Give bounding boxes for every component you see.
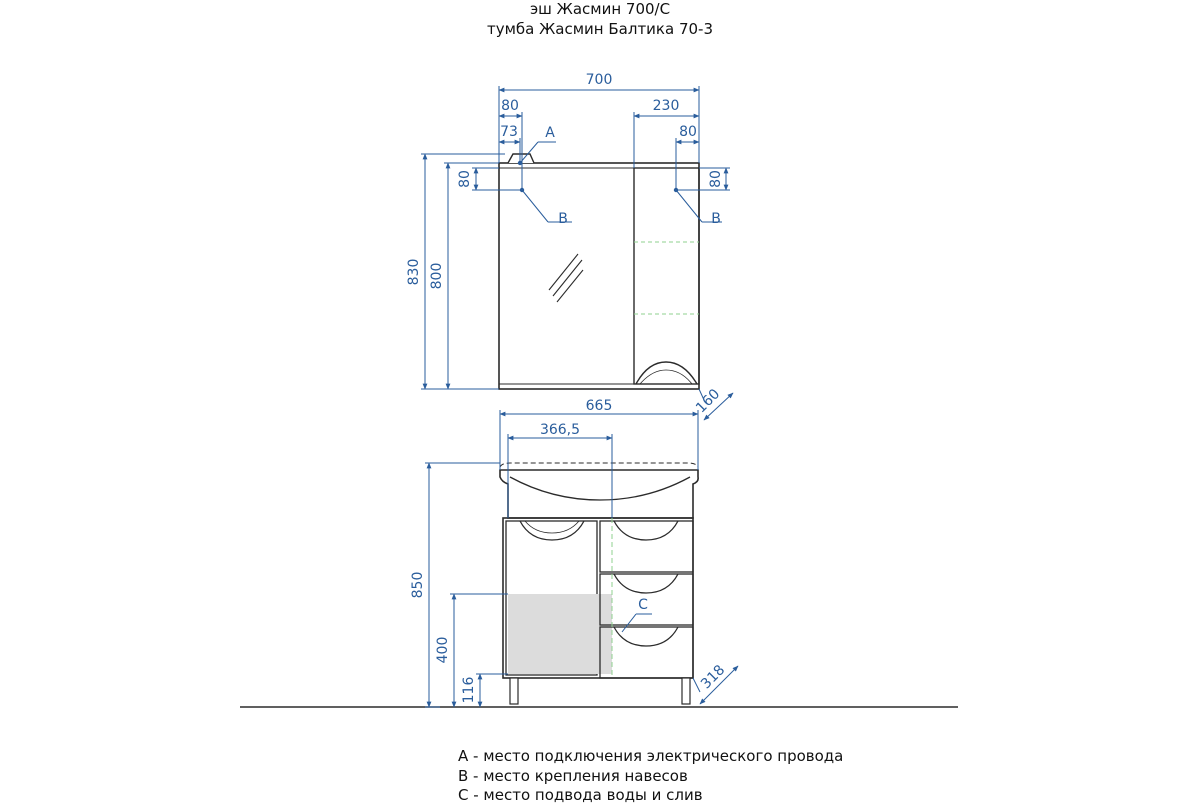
dim-mirror-830: 830 [406,258,422,286]
drawer-top-handle [614,521,678,540]
drawer-middle-handle [614,574,678,593]
dim-vanity-850: 850 [410,571,426,599]
door-handle-cutout [636,362,697,384]
legend-item-b: В - место крепления навесов [458,767,688,785]
water-connection-zone [508,594,612,674]
mirror-cabinet-body [499,163,699,389]
vanity [240,463,958,707]
label-b-left: B [558,211,568,227]
basin-rim [500,463,698,467]
mirror-cabinet-side-door [634,168,699,384]
legend-item-c: С - место подвода воды и слив [458,786,703,804]
dim-vanity-366-5: 366,5 [539,422,581,438]
left-door-handle-inner [525,521,579,533]
drawer-top [600,521,693,572]
dim-mirror-73: 73 [500,124,518,140]
dim-mirror-80-right: 80 [679,124,697,140]
left-door-handle [520,521,584,540]
dim-mirror-800: 800 [429,262,445,290]
legend-item-a: А - место подключения электрического провода [458,747,844,765]
mirror-glint-2 [553,260,582,296]
dim-mirror-80-right-vertical: 80 [708,170,724,188]
leg-left [510,678,518,704]
drawer-bottom [600,627,693,678]
label-b-right: B [711,211,721,227]
label-c: C [638,597,648,613]
leg-right [682,678,690,704]
dim-vanity-depth: 318 [698,662,729,693]
mirror-glint-1 [549,254,578,290]
dim-vanity-116: 116 [461,676,477,704]
dim-mirror-depth: 160 [693,386,724,417]
basin-body [500,470,698,518]
dim-vanity-width: 665 [585,398,613,414]
dim-mirror-width: 700 [585,72,613,88]
dim-mirror-80-left: 80 [501,98,519,114]
dim-mirror-230: 230 [652,98,680,114]
door-handle-inner [640,370,692,384]
dim-vanity-400: 400 [435,636,451,664]
label-a: A [545,125,555,141]
drawing-title-mirror: эш Жасмин 700/С [529,0,671,18]
dim-mirror-80-left-vertical: 80 [457,170,473,188]
drawing-title-vanity: тумба Жасмин Балтика 70-3 [487,20,713,38]
mirror-cabinet [499,154,699,389]
